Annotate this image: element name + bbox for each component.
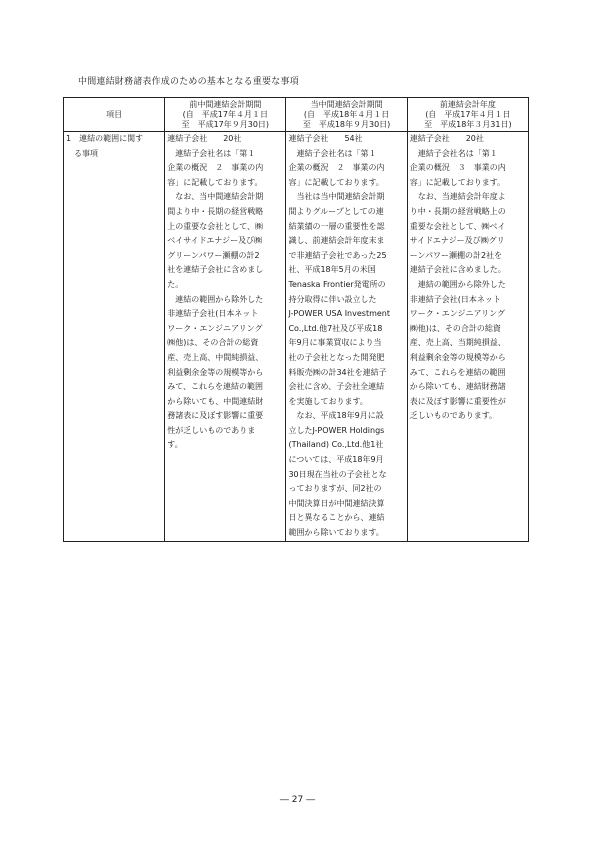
text-line: 連結子会社 20社 [409,134,484,143]
text-line: 結業績の一層の重要性を認 [288,221,385,231]
text-line: 社、平成18年5月の米国 [288,265,376,275]
text-line: 非連結子会社(日本ネット [409,294,501,304]
text-line: ワーク・エンジニアリング [409,309,506,319]
period-to: 至 平成17年９月30日) [181,120,270,129]
period-from: (自 平成17年４月１日 [182,110,268,119]
text-line: 連結子会社名は「第１ [167,148,256,158]
text-line: (Thailand) Co.,Ltd.他1社 [288,440,384,450]
text-line: から除いても、連結財務諸 [409,382,506,392]
period-from: (自 平成17年４月１日 [425,110,511,119]
text-line: 企業の概況 ２ 事業の内 [288,163,385,173]
item-cell [64,132,165,542]
text-line: なお、当連結会計年度よ [409,192,506,202]
text-line: 立したJ-POWER Holdings [288,425,385,435]
text-line: 当社は当中間連結会計期 [288,192,385,202]
text-line: 間より中・長期の経営戦略 [167,206,264,216]
text-line: 連結子会社名は「第１ [288,148,377,158]
text-line: で非連結子会社であった25 [288,250,387,260]
text-line: 識し、前連結会計年度末ま [288,236,385,246]
text-line: 容」に記載しております。 [288,177,384,187]
text-line: ベイサイドエナジー及び㈱ [167,236,263,246]
text-line: 産、売上高、当期純損益、 [409,338,506,348]
text-line: 重要な会社として、㈱ベイ [409,221,506,231]
text-line: 社の子会社となった開発肥 [288,352,385,362]
page-number: ― 27 ― [279,795,316,805]
table-header-row [64,98,529,132]
text-line: 30日現在当社の子会社とな [288,469,387,479]
text-line: Tenaska Frontier発電所の [288,279,386,289]
period-title: 前中間連結会計期間 [189,100,262,109]
text-line: 務諸表に及ぼす影響に重要 [167,411,264,421]
item-line: る事項 [66,148,98,158]
text-line: 容」に記載しております。 [409,177,506,187]
text-line: 企業の概況 ２ 事業の内 [167,163,264,173]
text-line: J-POWER USA Investment [288,309,391,319]
current-interim-cell [286,132,407,542]
text-line: 連結の範囲から除外した [409,279,506,289]
text-line: 利益剰余金等の規模等から [409,352,506,362]
header-period-current-interim [286,98,407,132]
text-line: 間よりグループとしての連 [288,206,384,216]
text-line: ワーク・エンジニアリング [167,323,263,333]
text-line: Co.,Ltd.他7社及び平成18 [288,323,383,333]
period-title: 前連結会計年度 [439,100,496,109]
period-title: 当中間連結会計期間 [310,100,383,109]
text-line: グリーンパワー瀬棚の計2 [167,250,260,260]
text-line: 産、売上高、中間純損益、 [167,352,264,362]
text-line: を実施しております。 [288,396,368,406]
text-line: 持分取得に伴い設立した [288,294,377,304]
text-line: 日と異なることから、連結 [288,513,385,523]
prior-year-cell [407,132,528,542]
text-line: 連結子会社 20社 [167,134,242,143]
period-from: (自 平成18年４月１日 [303,110,390,119]
text-line: っておりますが、同2社の [288,484,382,494]
header-period-prior-interim [165,98,286,132]
text-line: 社を連結子会社に含めまし [167,265,264,275]
text-line: 連結の範囲から除外した [167,294,264,304]
text-line: 上の重要な会社として、㈱ [167,221,264,231]
text-line: ㈱他)は、その合計の総資 [167,338,259,348]
accounting-policies-table [63,97,529,542]
text-line: みて、これらを連結の範囲 [409,367,506,377]
text-line: 乏しいものであります。 [409,411,498,421]
prior-interim-cell [165,132,286,542]
text-line: みて、これらを連結の範囲 [167,382,264,392]
text-line: サイドエナジー及び㈱グリ [409,236,505,246]
text-line: 容」に記載しております。 [167,177,263,187]
period-to: 至 平成18年３月31日) [424,120,512,129]
text-line: た。 [167,279,184,289]
text-line: については、平成18年9月 [288,455,384,465]
text-line: 企業の概況 ３ 事業の内 [409,163,506,173]
section-title: 中間連結財務諸表作成のための基本となる重要な事項 [78,77,299,87]
text-line: 連結子会社に含めました。 [409,265,506,275]
table-row [64,132,529,542]
text-line: 非連結子会社(日本ネット [167,309,259,319]
period-to: 至 平成18年９月30日) [302,120,391,129]
text-line: なお、当中間連結会計期 [167,192,264,202]
text-line: なお、平成18年9月に設 [288,411,384,421]
header-period-prior-year [407,98,528,132]
text-line: 利益剰余金等の規模等から [167,367,264,377]
text-line: 表に及ぼす影響に重要性が [409,396,506,406]
header-item: 項目 [64,98,165,132]
text-line: 料販売㈱の計34社を連結子 [288,367,387,377]
text-line: 中間決算日が中間連結決算 [288,498,385,508]
text-line: 連結子会社名は「第１ [409,148,498,158]
text-line: 年9月に事業買収により当 [288,338,382,348]
text-line: ㈱他)は、その合計の総資 [409,323,501,333]
text-line: 会社に含め、子会社全連結 [288,382,385,392]
text-line: ーンパワー瀬棚の計2社を [409,250,503,260]
text-line: す。 [167,440,183,450]
text-line: から除いても、中間連結財 [167,396,264,406]
text-line: 性が乏しいものでありま [167,425,256,435]
text-line: り中・長期の経営戦略上の [409,206,506,216]
item-line: 1 連結の範囲に関す [66,134,144,143]
text-line: 連結子会社 54社 [288,134,363,143]
text-line: 範囲から除いております。 [288,528,384,538]
